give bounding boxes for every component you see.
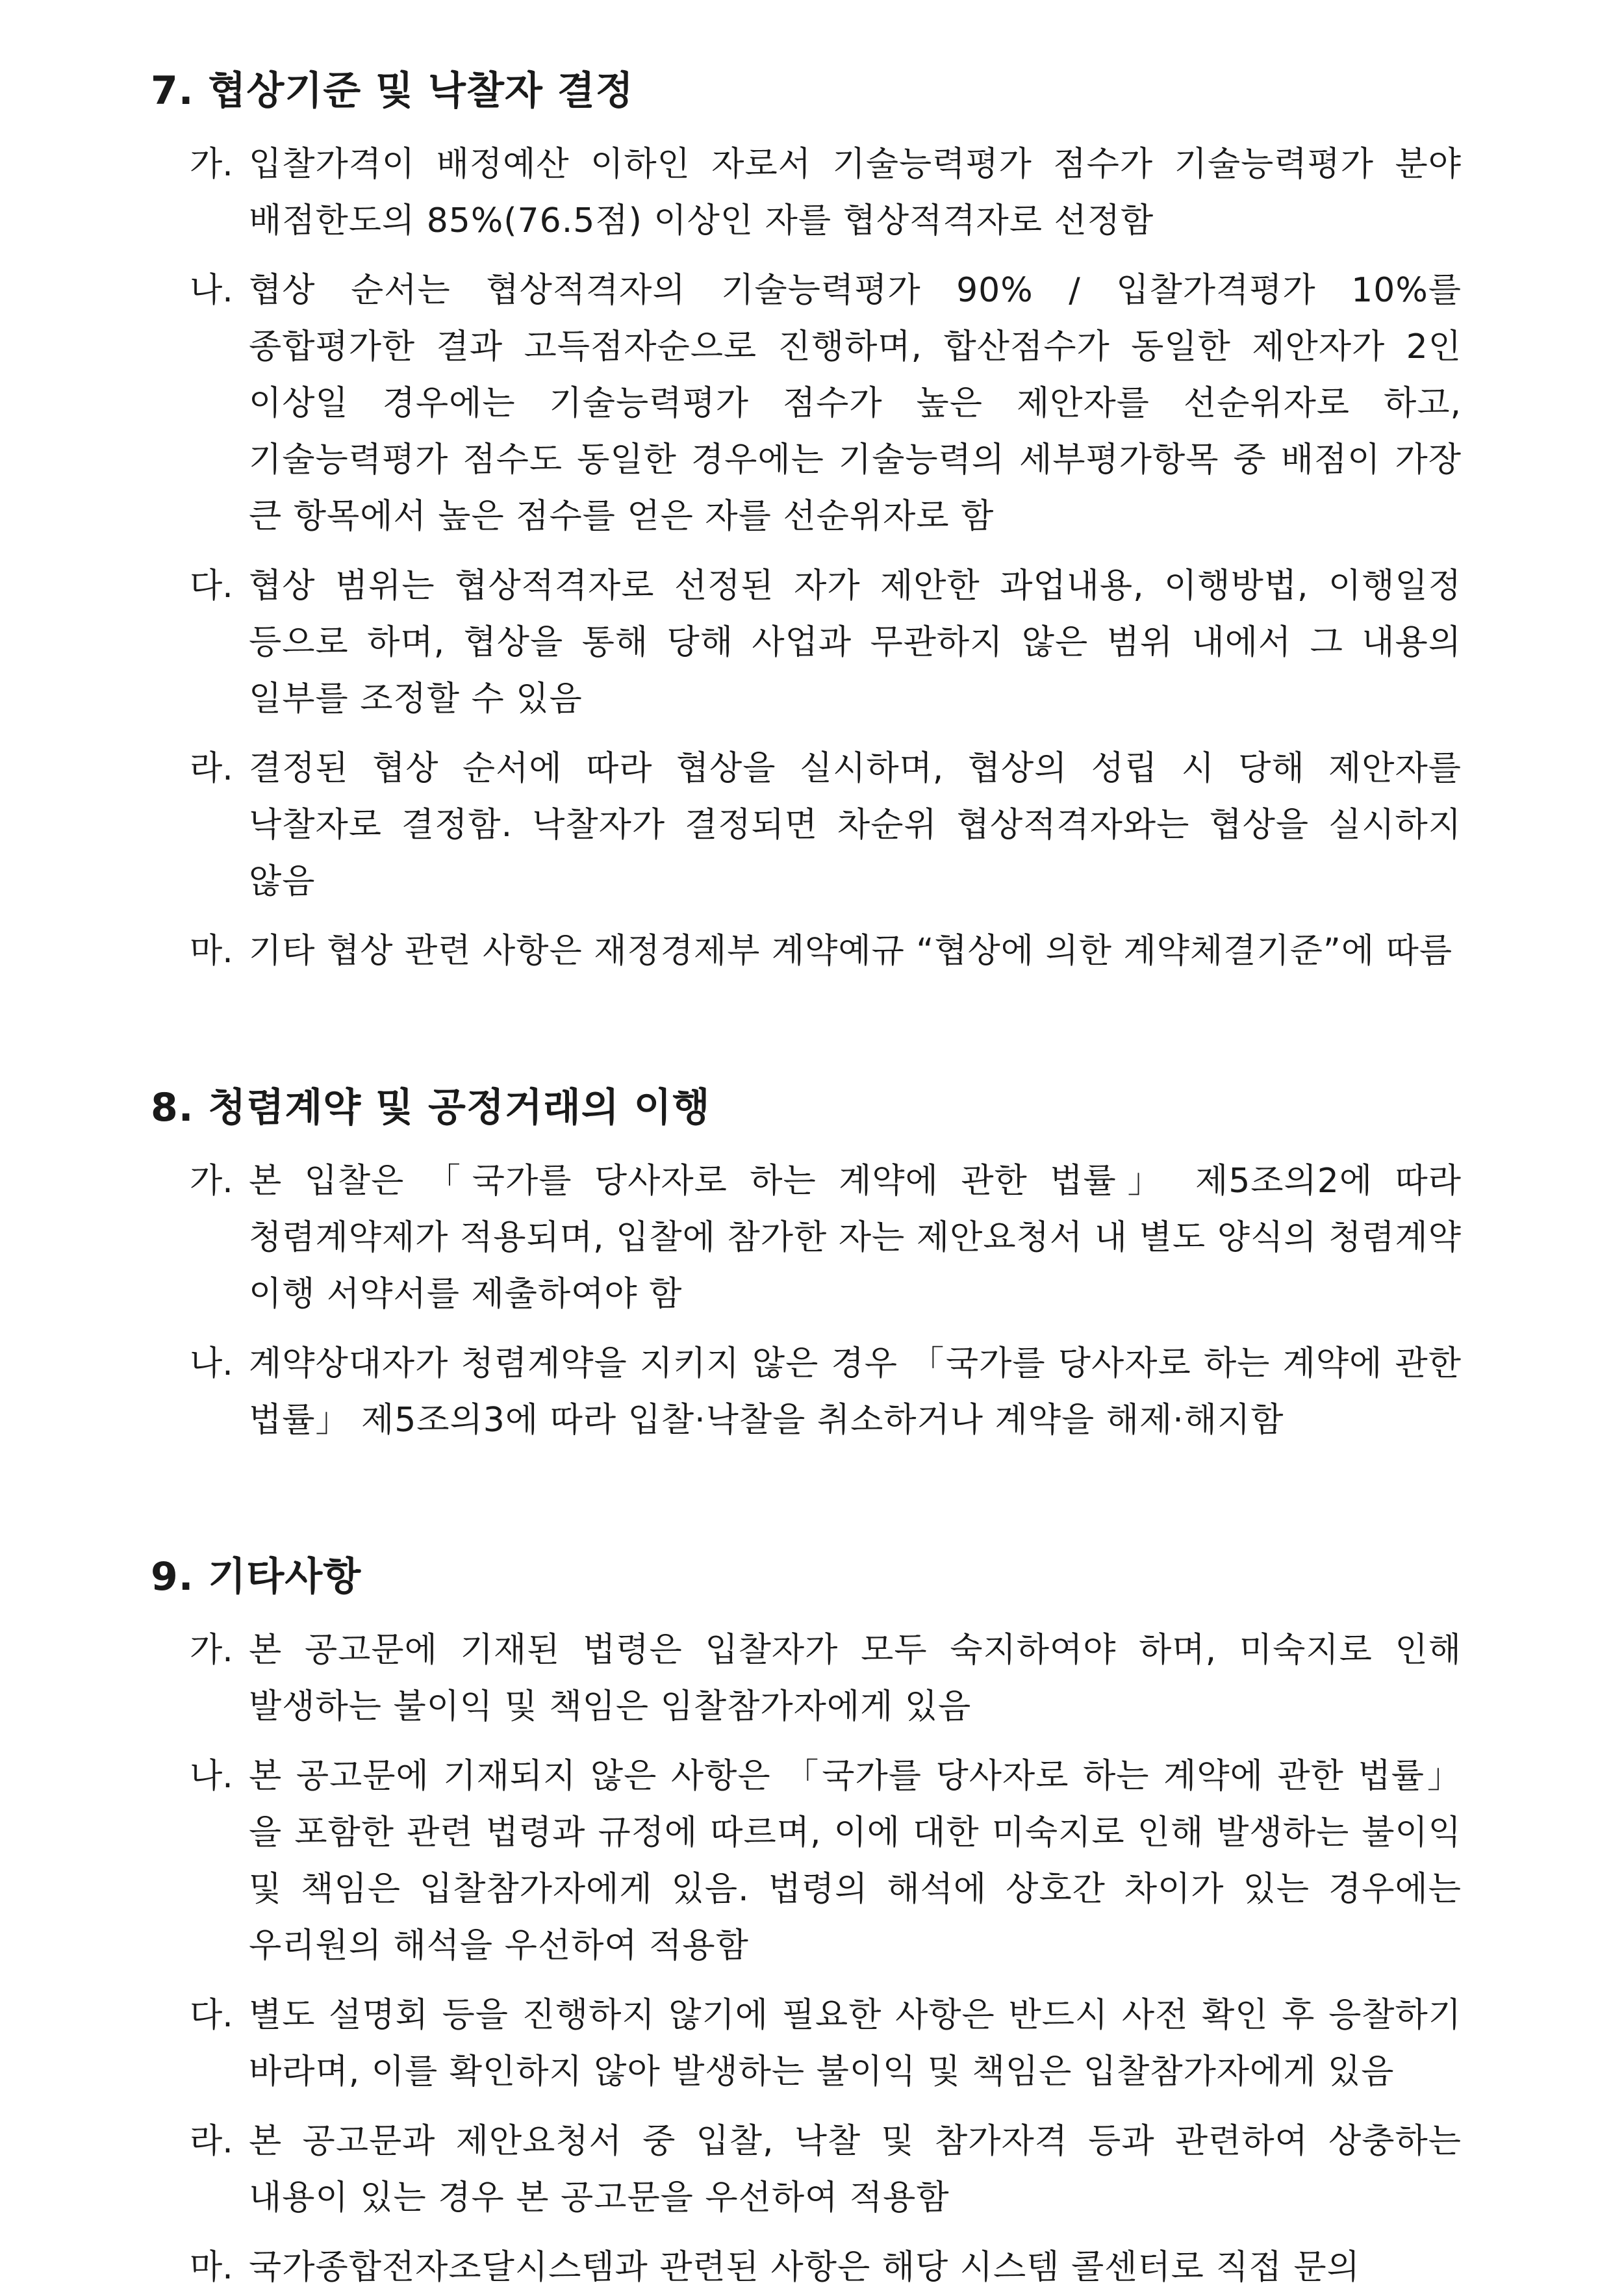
list-item [190, 1336, 1462, 1449]
list-item [190, 558, 1462, 728]
list-item [190, 2113, 1462, 2226]
item-text: 협상 범위는 협상적격자로 선정된 자가 제안한 과업내용, 이행방법, 이행일정 등으로 하며, 협상을 통해 당해 사업과 무관하지 않은 범위 내에서 그 내용의 일부를 조정할 수 있음 [249, 567, 1462, 719]
section-spacer [151, 1462, 1462, 1548]
section-title: 7. 협상기준 및 낙찰자 결정 [151, 68, 634, 114]
item-text: 본 공고문에 기재되지 않은 사항은 「국가를 당사자로 하는 계약에 관한 법률」을 포함한 관련 법령과 규정에 따르며, 이에 대한 미숙지로 인해 발생하는 불이익 및 책임은 입찰참가자에게 있음. 법령의 해석에 상호간 차이가 있는 경우에는 우리원의 해석을 우선하여 적용함 [249, 1757, 1462, 1965]
section-9 [151, 1548, 1462, 2296]
section-title: 8. 청렴계약 및 공정거래의 이행 [151, 1085, 711, 1130]
item-text: 계약상대자가 청렴계약을 지키지 않은 경우 「국가를 당사자로 하는 계약에 관한 법률」 제5조의3에 따라 입찰·낙찰을 취소하거나 계약을 해제·해지함 [249, 1344, 1462, 1440]
item-list [190, 1622, 1462, 2296]
section-title: 9. 기타사항 [151, 1554, 362, 1600]
item-text: 협상 순서는 협상적격자의 기술능력평가 90% / 입찰가격평가 10%를 종합평가한 결과 고득점자순으로 진행하며, 합산점수가 동일한 제안자가 2인 이상일 경우에는 기술능력평가 점수가 높은 제안자를 선순위자로 하고, 기술능력평가 점수도 동일한 경우에는 기술능력의 세부평가항목 중 배점이 가장 큰 항목에서 높은 점수를 얻은 자를 선순위자로 함 [249, 271, 1462, 536]
item-text: 별도 설명회 등을 진행하지 않기에 필요한 사항은 반드시 사전 확인 후 응찰하기 바라며, 이를 확인하지 않아 발생하는 불이익 및 책임은 입찰참가자에게 있음 [249, 1996, 1462, 2091]
section-7 [151, 62, 1462, 980]
item-marker: 라. [190, 2122, 233, 2161]
item-text: 본 공고문과 제안요청서 중 입찰, 낙찰 및 참가자격 등과 관련하여 상충하는 내용이 있는 경우 본 공고문을 우선하여 적용함 [249, 2122, 1462, 2217]
item-text: 본 입찰은 「국가를 당사자로 하는 계약에 관한 법률」 제5조의2에 따라 청렴계약제가 적용되며, 입찰에 참가한 자는 제안요청서 내 별도 양식의 청렴계약 이행 서약서를 제출하여야 함 [249, 1162, 1462, 1314]
item-marker: 나. [190, 1344, 233, 1383]
item-marker: 가. [190, 145, 233, 184]
list-item [190, 1748, 1462, 1974]
item-marker: 나. [190, 1757, 233, 1796]
item-marker: 다. [190, 1996, 233, 2035]
list-item [190, 136, 1462, 249]
list-item [190, 1153, 1462, 1323]
item-text: 본 공고문에 기재된 법령은 입찰자가 모두 숙지하여야 하며, 미숙지로 인해 발생하는 불이익 및 책임은 임찰참가자에게 있음 [249, 1631, 1462, 1726]
list-item [190, 1987, 1462, 2100]
item-marker: 마. [190, 2248, 233, 2287]
section-8 [151, 1078, 1462, 1449]
item-marker: 가. [190, 1631, 233, 1670]
list-item [190, 741, 1462, 910]
item-marker: 마. [190, 932, 233, 971]
list-item [190, 262, 1462, 545]
list-item [190, 2239, 1462, 2296]
item-list [190, 136, 1462, 980]
item-text: 입찰가격이 배정예산 이하인 자로서 기술능력평가 점수가 기술능력평가 분야 배점한도의 85%(76.5점) 이상인 자를 협상적격자로 선정함 [249, 145, 1462, 240]
item-marker: 다. [190, 567, 233, 606]
item-text: 결정된 협상 순서에 따라 협상을 실시하며, 협상의 성립 시 당해 제안자를 낙찰자로 결정함. 낙찰자가 결정되면 차순위 협상적격자와는 협상을 실시하지 않음 [249, 749, 1462, 901]
item-marker: 가. [190, 1162, 233, 1201]
item-list [190, 1153, 1462, 1449]
item-marker: 라. [190, 749, 233, 788]
item-marker: 나. [190, 271, 233, 310]
item-text: 국가종합전자조달시스템과 관련된 사항은 해당 시스템 콜센터로 직접 문의 [249, 2248, 1360, 2287]
section-spacer [151, 993, 1462, 1078]
item-text: 기타 협상 관련 사항은 재정경제부 계약예규 “협상에 의한 계약체결기준”에 따름 [249, 932, 1453, 971]
list-item [190, 923, 1462, 980]
list-item [190, 1622, 1462, 1735]
